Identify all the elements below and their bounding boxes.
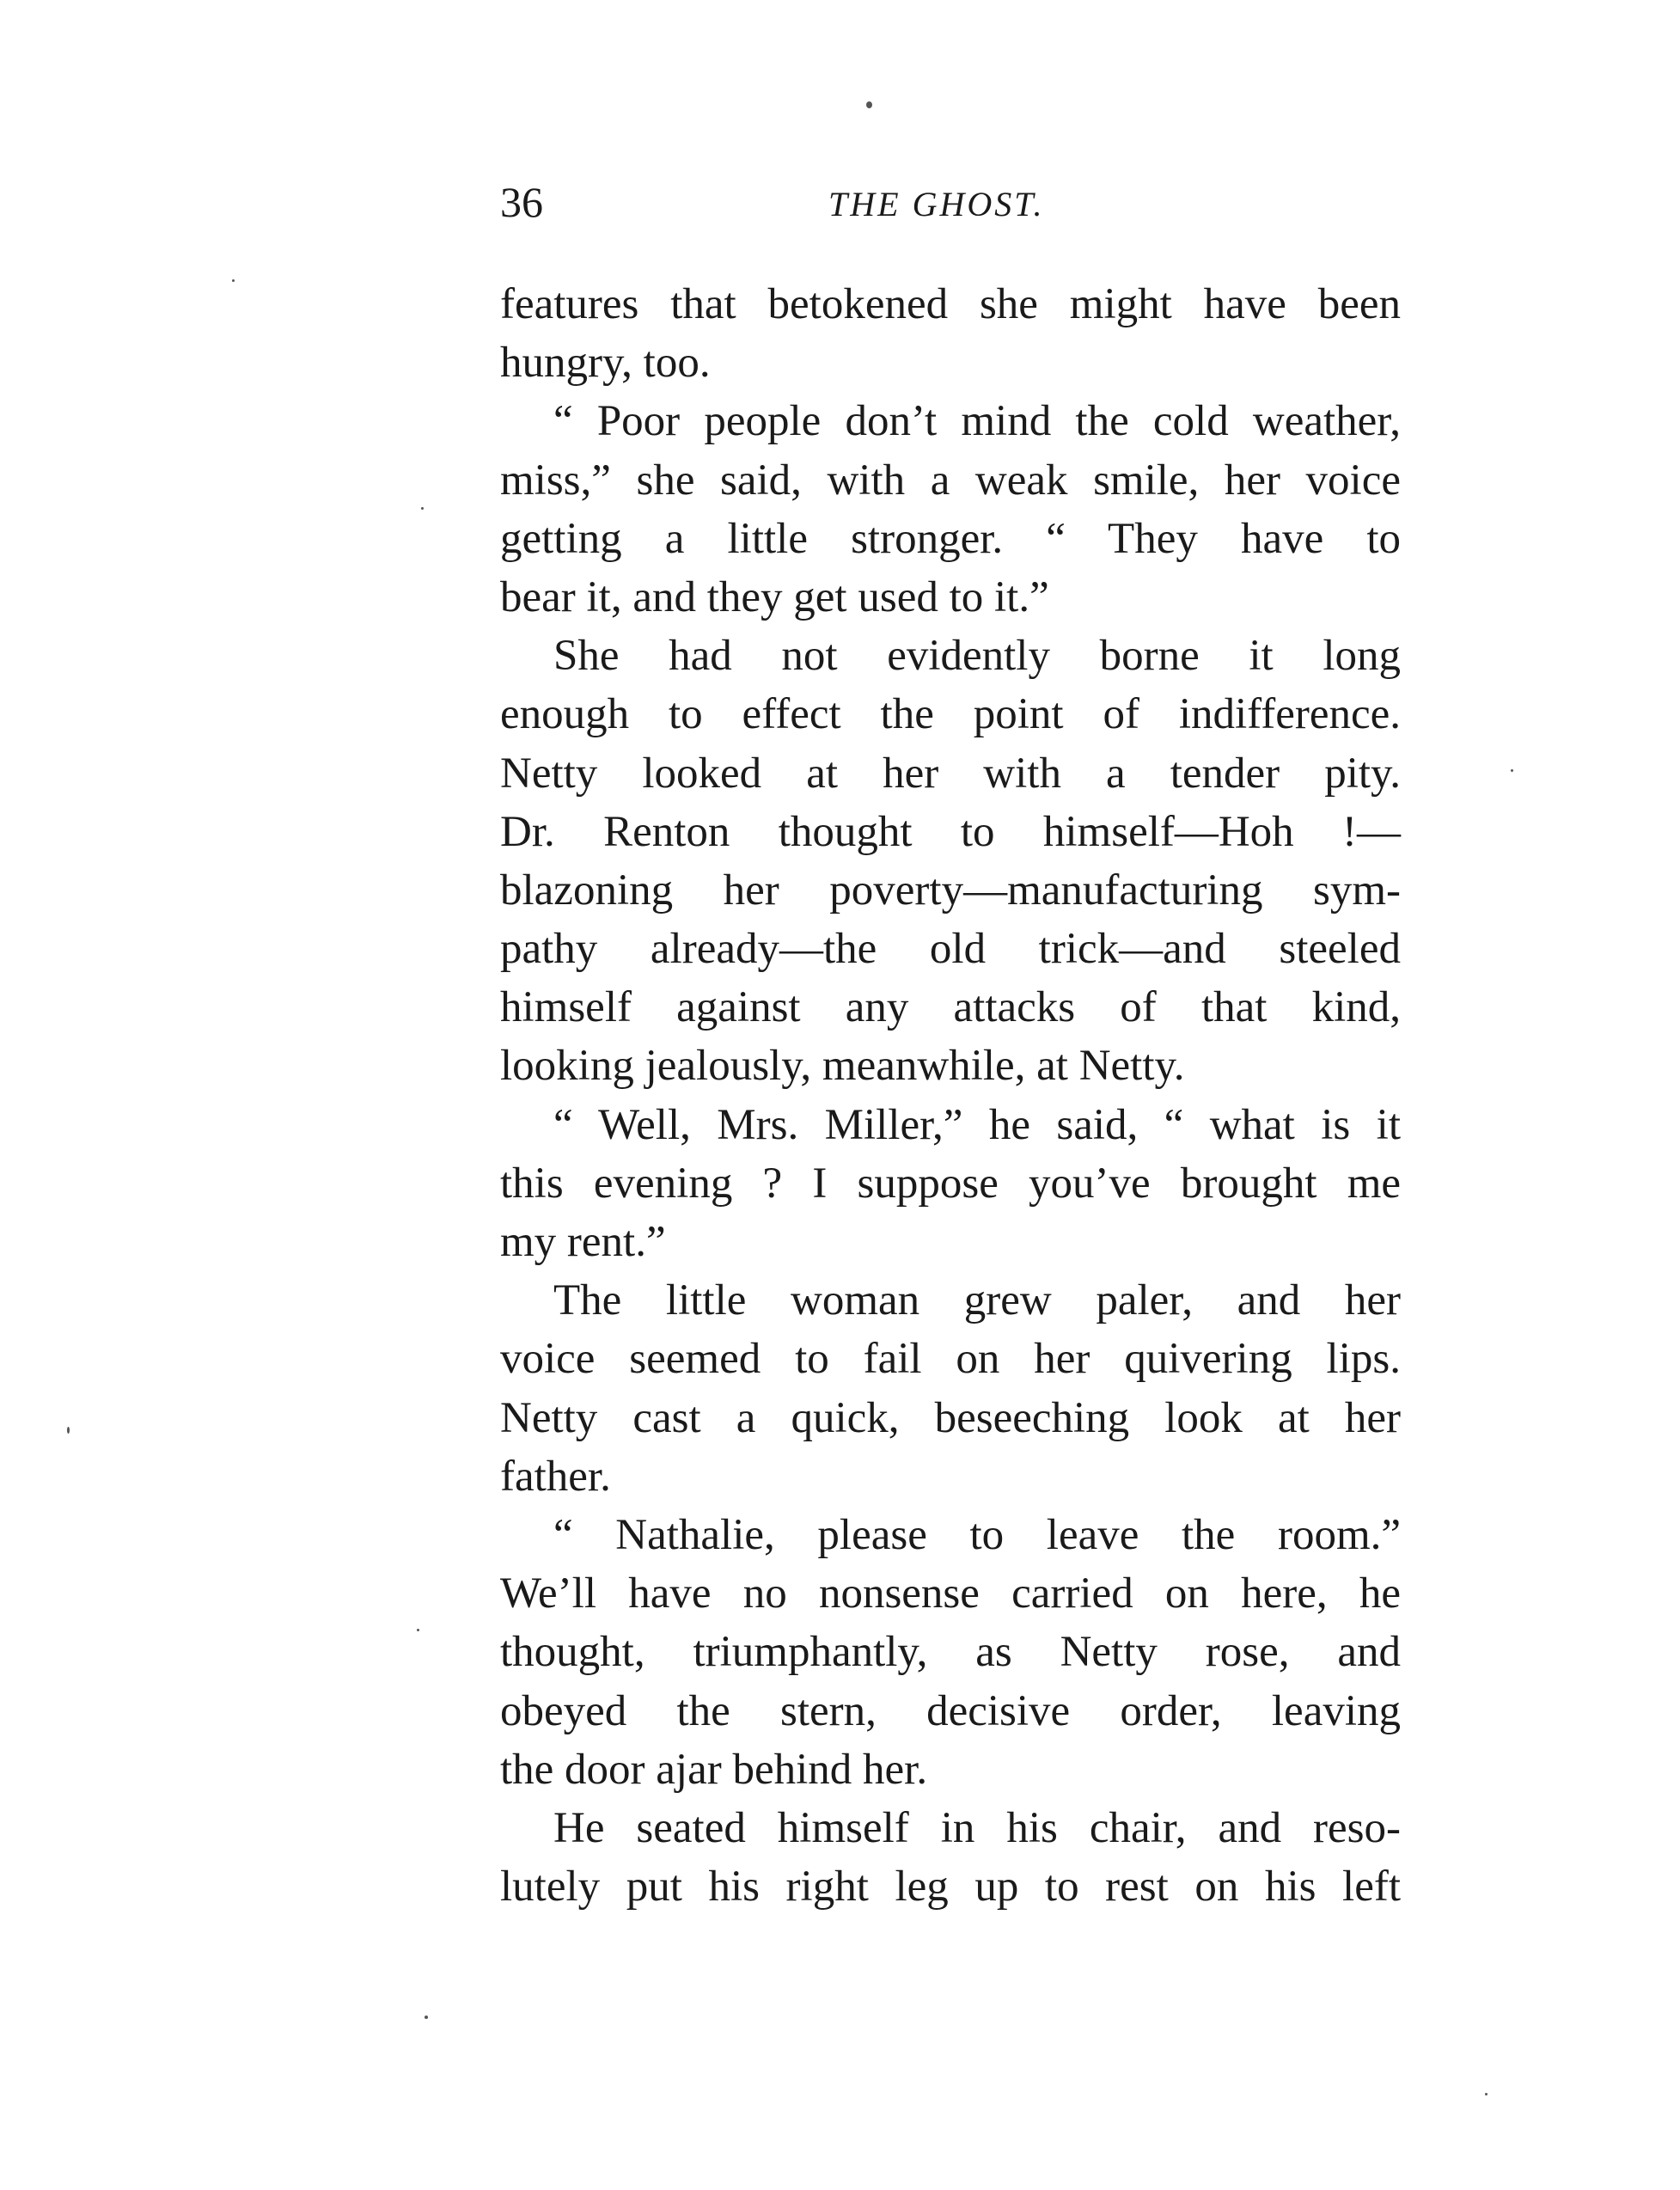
text-line: enough to effect the point of indifference. xyxy=(500,690,1401,739)
paper-speck xyxy=(866,101,872,108)
text-line: She had not evidently borne it long xyxy=(553,632,1401,681)
paper-speck xyxy=(421,507,424,510)
text-line: father. xyxy=(500,1452,611,1501)
text-line: himself against any attacks of that kind, xyxy=(500,983,1401,1032)
running-title: THE GHOST. xyxy=(828,185,1045,223)
text-line: We’ll have no nonsense carried on here, he xyxy=(500,1569,1401,1618)
paper-speck xyxy=(232,279,235,282)
text-line: Dr. Renton thought to himself—Hoh !— xyxy=(500,807,1401,856)
paper-speck xyxy=(417,1629,419,1631)
page-number: 36 xyxy=(500,178,543,226)
text-line: the door ajar behind her. xyxy=(500,1745,928,1794)
text-line: voice seemed to fail on her quivering lips. xyxy=(500,1335,1401,1384)
text-line: Netty looked at her with a tender pity. xyxy=(500,749,1401,798)
text-line: features that betokened she might have been xyxy=(500,280,1401,328)
text-line: miss,” she said, with a weak smile, her voice xyxy=(500,456,1401,505)
text-line: thought, triumphantly, as Netty rose, and xyxy=(500,1628,1401,1677)
text-line: blazoning her poverty—manufacturing sym- xyxy=(500,866,1401,915)
text-line: “ Well, Mrs. Miller,” he said, “ what is it xyxy=(553,1100,1401,1149)
text-line: my rent.” xyxy=(500,1218,666,1266)
body-text xyxy=(500,275,1401,1916)
text-line: He seated himself in his chair, and reso- xyxy=(553,1803,1401,1852)
paper-speck xyxy=(1511,769,1513,772)
text-line: The little woman grew paler, and her xyxy=(553,1276,1401,1325)
text-line: getting a little stronger. “ They have to xyxy=(500,514,1401,563)
page-header xyxy=(500,176,1401,236)
text-line: this evening ? I suppose you’ve brought me xyxy=(500,1159,1401,1208)
paper-speck xyxy=(425,2016,428,2019)
text-line: bear it, and they get used to it.” xyxy=(500,572,1049,621)
text-line: lutely put his right leg up to rest on his left xyxy=(500,1863,1401,1912)
text-line: looking jealously, meanwhile, at Netty. xyxy=(500,1042,1185,1091)
text-line: “ Nathalie, please to leave the room.” xyxy=(553,1510,1401,1559)
text-line: obeyed the stern, decisive order, leaving xyxy=(500,1686,1401,1735)
paper-speck xyxy=(1485,2093,1488,2095)
text-line: pathy already—the old trick—and steeled xyxy=(500,925,1401,974)
text-line: “ Poor people don’t mind the cold weather, xyxy=(553,397,1401,446)
text-line: hungry, too. xyxy=(500,339,711,388)
text-line: Netty cast a quick, beseeching look at her xyxy=(500,1393,1401,1442)
paper-speck xyxy=(67,1427,70,1434)
